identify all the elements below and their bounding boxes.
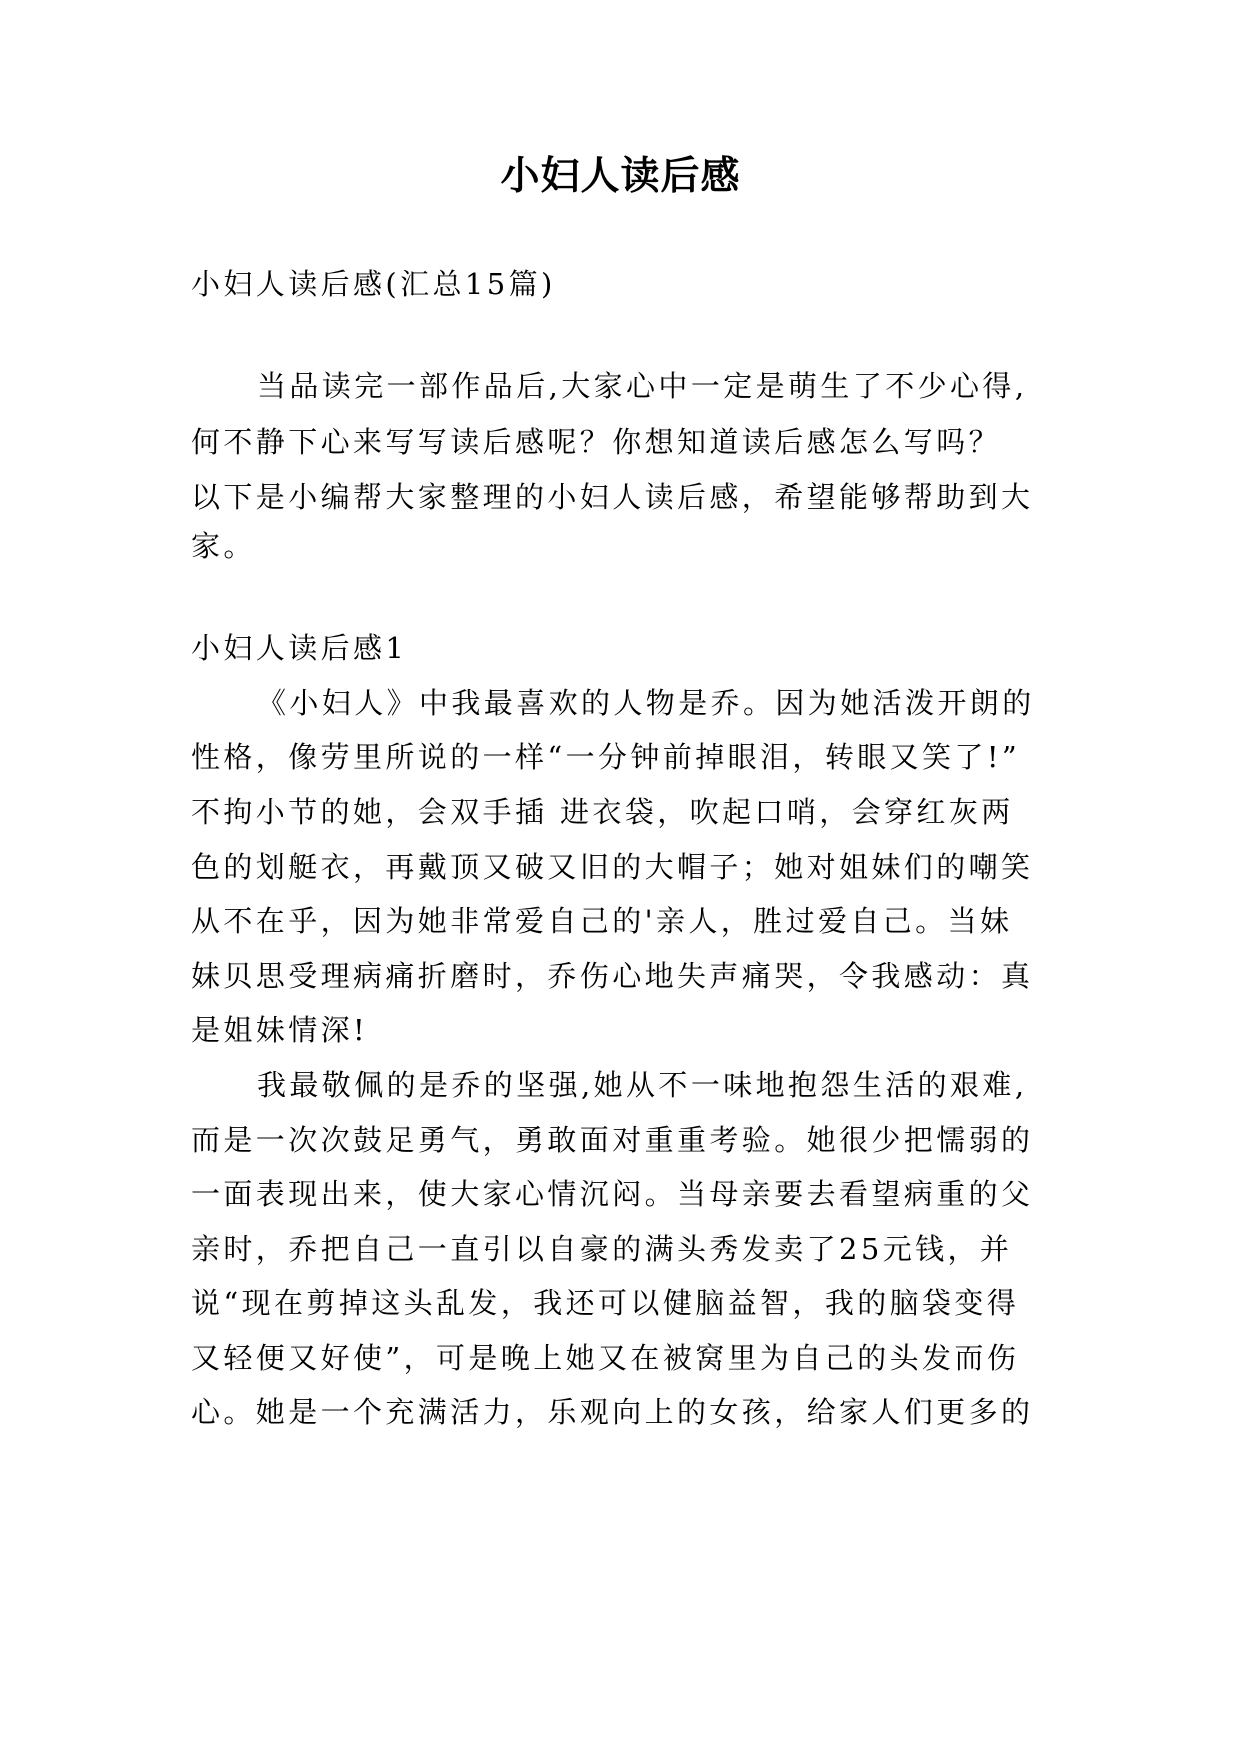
paragraph2-line-5: 说“现在剪掉这头乱发，我还可以健脑益智，我的脑袋变得 [191,1286,1020,1320]
paragraph1-line-2: 性格，像劳里所说的一样“一分钟前掉眼泪，转眼又笑了!” [191,740,1021,774]
paragraph2-line-1: 我最敬佩的是乔的坚强,她从不一味地抱怨生活的艰难, [257,1068,1028,1102]
paragraph1-line-5: 从不在乎，因为她非常爱自己的'亲人，胜过爱自己。当妹 [191,904,1013,938]
document-title: 小妇人读后感 [500,153,741,199]
paragraph1-line-6: 妹贝思受理病痛折磨时，乔伤心地失声痛哭，令我感动：真 [191,959,1034,993]
intro-line-4: 家。 [191,529,256,563]
paragraph1-line-7: 是姐妹情深! [191,1013,369,1047]
intro-line-1: 当品读完一部作品后,大家心中一定是萌生了不少心得, [257,369,1028,403]
paragraph1-line-1: 《小妇人》中我最喜欢的人物是乔。因为她活泼开朗的 [257,686,1035,720]
intro-line-3: 以下是小编帮大家整理的小妇人读后感，希望能够帮助到大 [191,480,1034,514]
paragraph2-line-3: 一面表现出来，使大家心情沉闷。当母亲要去看望病重的父 [191,1177,1034,1211]
paragraph2-line-4: 亲时，乔把自己一直引以自豪的满头秀发卖了25元钱，并 [191,1232,1013,1266]
paragraph1-line-3: 不拘小节的她，会双手插 进衣袋，吹起口哨，会穿红灰两 [191,795,1014,829]
paragraph1-line-4: 色的划艇衣，再戴顶又破又旧的大帽子；她对姐妹们的嘲笑 [191,850,1034,884]
paragraph2-line-6: 又轻便又好使”，可是晚上她又在被窝里为自己的头发而伤 [191,1341,1020,1375]
paragraph2-line-7: 心。她是一个充满活力，乐观向上的女孩，给家人们更多的 [191,1395,1034,1429]
intro-line-2: 何不静下心来写写读后感呢？你想知道读后感怎么写吗？ [191,425,1002,459]
paragraph2-line-2: 而是一次次鼓足勇气，勇敢面对重重考验。她很少把懦弱的 [191,1123,1034,1157]
section-heading: 小妇人读后感1 [191,631,408,665]
document-subtitle: 小妇人读后感(汇总15篇) [191,267,556,301]
